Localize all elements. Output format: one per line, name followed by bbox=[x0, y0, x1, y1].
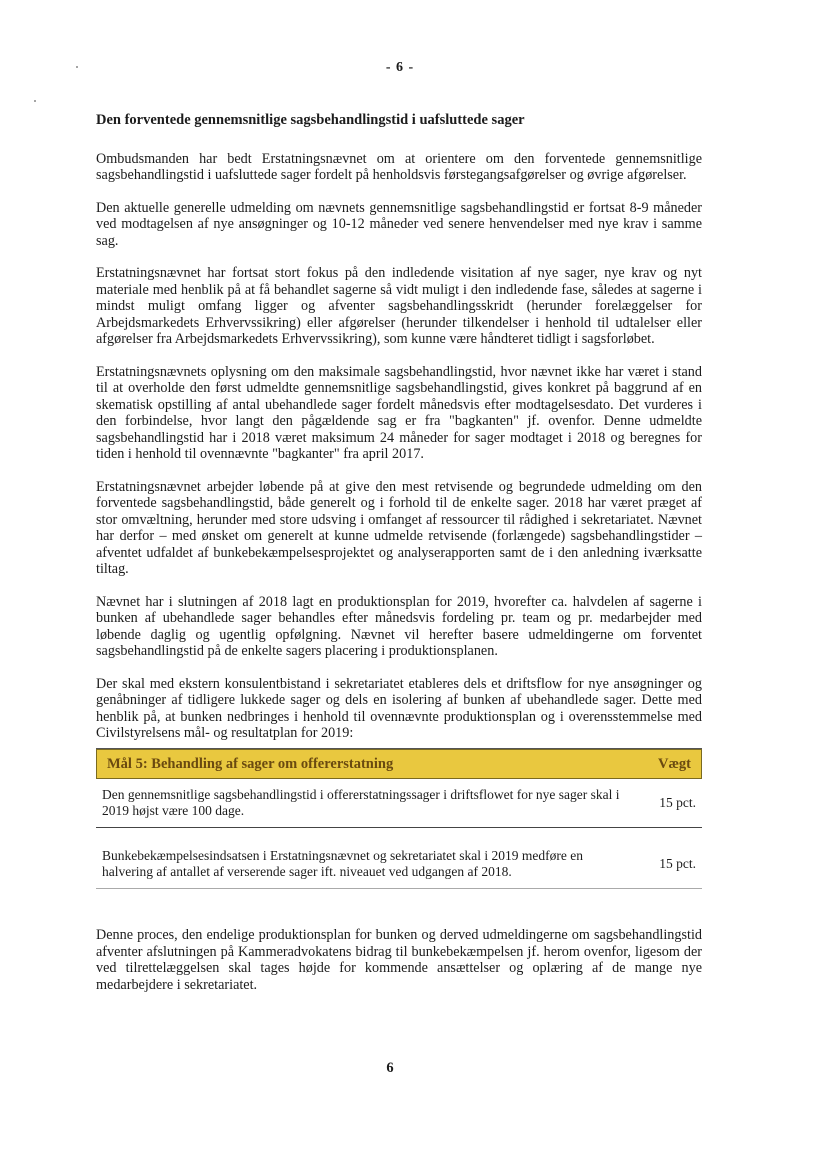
goal-row bbox=[96, 840, 702, 889]
scan-speck bbox=[34, 100, 36, 102]
goal-row-text: Den gennemsnitlige sagsbehandlingstid i offererstatningssager i driftsflowet for nye sager skal i 2019 højst være 100 dage. bbox=[102, 787, 620, 818]
goal-table bbox=[96, 748, 702, 890]
document-body bbox=[96, 112, 702, 1009]
paragraph: Erstatningsnævnet arbejder løbende på at give den mest retvisende og begrundede udmelding om den forventede sagsbehandlingstid, både generelt og i forhold til de enkelte sager. 2018 har været præget af stor omvæltning, herunder med store udsving i omfanget af ressourcer til rådighed i sekretariatet. Nævnet har derfor – med ønsket om generelt at kunne udmelde retvisende (forlængede) sagsbehandlingstider – afventet udfaldet af bunkebekæmpelsesprojektet og analyserapporten samt de i den anledning iværksatte tiltag. bbox=[96, 478, 702, 577]
paragraph: Ombudsmanden har bedt Erstatningsnævnet om at orientere om den forventede gennemsnitlige sagsbehandlingstid i uafsluttede sager fordelt på henholdsvis førstegangsafgørelser og øvrige afgørelser. bbox=[96, 150, 702, 183]
goal-row-weight: 15 pct. bbox=[659, 856, 696, 871]
goal-weight-header: Vægt bbox=[657, 755, 691, 772]
goal-title: Mål 5: Behandling af sager om offererstatning bbox=[107, 755, 394, 772]
section-heading: Den forventede gennemsnitlige sagsbehandlingstid i uafsluttede sager bbox=[96, 112, 525, 128]
paragraph: Nævnet har i slutningen af 2018 lagt en produktionsplan for 2019, hvorefter ca. halvdelen af sagerne i bunken af ubehandlede sager behandles efter månedsvis fordeling pr. team og pr. medarbejder med løbende daglig og ugentlig opfølgning. Nævnet vil herefter basere udmeldingerne om forventet sagsbehandlingstid på de enkelte sagers placering i produktionsplanen. bbox=[96, 593, 702, 659]
page-footer-number: 6 bbox=[386, 1060, 394, 1076]
paragraph: Erstatningsnævnet har fortsat stort fokus på den indledende visitation af nye sager, nye krav og nyt materiale med henblik på at få behandlet sagerne så vidt muligt i den indledende fase, således at sagerne i mindst muligt omfang ligger og afventer sagsbehandlingsskridt (herunder forelæggelser for Arbejdsmarkedets Erhvervssikring) eller afgørelser (herunder tilkendelser i henhold til udtalelser eller afgørelser fra Arbejdsmarkedets Erhvervssikring), som kunne være håndteret tidligt i sagsforløbet. bbox=[96, 265, 702, 347]
page-header-number: - 6 - bbox=[385, 60, 415, 75]
paragraph: Der skal med ekstern konsulentbistand i sekretariatet etableres dels et driftsflow for nye ansøgninger og genåbninger af tidligere lukkede sager og dels en isolering af bunken af ubehandlede sager. Dette med henblik på, at bunken nedbringes i henhold til ovennævnte produktionsplan og i overensstemmelse med Civilstyrelsens mål- og resultatplan for 2019: bbox=[96, 675, 702, 741]
goal-row bbox=[96, 779, 702, 828]
goal-row-weight: 15 pct. bbox=[659, 795, 696, 810]
paragraph: Den aktuelle generelle udmelding om nævnets gennemsnitlige sagsbehandlingstid er fortsat 8-9 måneder ved modtagelsen af nye ansøgninger og 10-12 måneder ved senere henvendelser med nye krav i samme sag. bbox=[96, 199, 702, 249]
goal-table-header bbox=[96, 749, 702, 780]
paragraph: Erstatningsnævnets oplysning om den maksimale sagsbehandlingstid, hvor nævnet ikke har været i stand til at overholde den først udmeldte gennemsnitlige sagsbehandlingstid, gives konkret på baggrund af en skematisk opstilling af antal ubehandlede sager fordelt månedsvis efter modtagelsesdato. Det vurderes i den forbindelse, hvor langt den pågældende sag er fra "bagkanten" jf. ovenfor. Denne udmeldte sagsbehandlingstid har i 2018 været maksimum 24 måneder for sager modtaget i 2018 og beregnes for tiden i henhold til ovennævnte "bagkanter" fra april 2017. bbox=[96, 363, 702, 462]
closing-paragraph: Denne proces, den endelige produktionsplan for bunken og derved udmeldingerne om sagsbehandlingstid afventer afslutningen på Kammeradvokatens bidrag til bunkebekæmpelsen jf. herom ovenfor, ligesom der ved tilrettelæggelsen skal tages højde for kommende ansættelser og oplæring af de mange nye medarbejdere i sekretariatet. bbox=[96, 927, 702, 993]
goal-row-text: Bunkebekæmpelsesindsatsen i Erstatningsnævnet og sekretariatet skal i 2019 medføre en halvering af antallet af verserende sager ift. niveauet ved udgangen af 2018. bbox=[102, 848, 584, 879]
